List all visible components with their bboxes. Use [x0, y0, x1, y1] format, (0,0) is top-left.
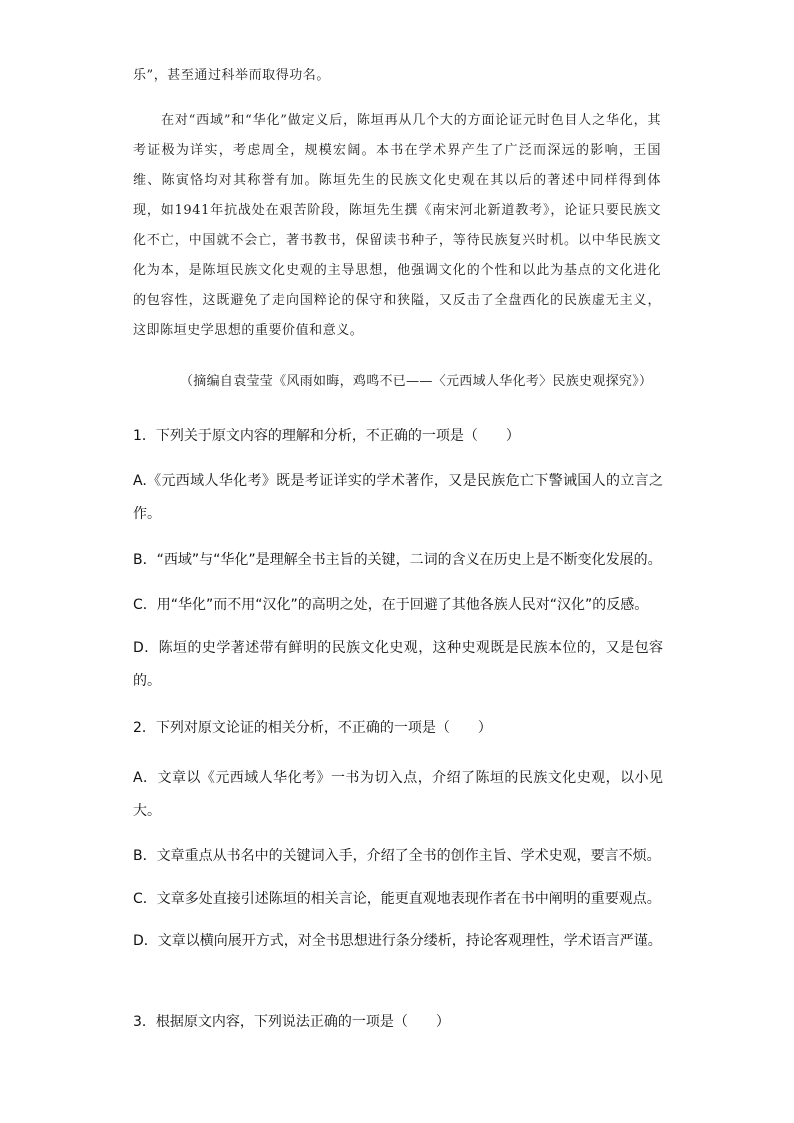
passage-continuation [133, 61, 661, 91]
question-1-option-b [133, 544, 663, 577]
option-text: D．文章以横向展开方式，对全书思想进行条分缕析，持论客观理性，学术语言严谨。 [133, 933, 662, 949]
option-text: D．陈垣的史学著述带有鲜明的民族文化史观，这种史观既是民族本位的，又是包容的。 [133, 640, 663, 689]
question-2-option-b [133, 840, 663, 873]
option-text: A.《元西域人华化考》既是考证详实的学术著作，又是民族危亡下警诫国人的立言之作。 [133, 473, 663, 522]
question-stem: 2．下列对原文论证的相关分析，不正确的一项是（ ） [133, 720, 492, 736]
question-2-option-c [133, 883, 663, 916]
passage-line-first: 乐”，甚至通过科举而取得功名。 [133, 68, 330, 83]
question-3-stem [133, 1006, 663, 1039]
passage-main [133, 106, 661, 346]
question-stem: 3．根据原文内容，下列说法正确的一项是（ ） [133, 1014, 450, 1030]
question-2-stem [133, 712, 663, 745]
question-1-option-a [133, 465, 663, 531]
question-stem: 1．下列关于原文内容的理解和分析，不正确的一项是（ ） [133, 428, 520, 444]
option-text: A．文章以《元西域人华化考》一书为切入点，介绍了陈垣的民族文化史观，以小见大。 [133, 770, 663, 819]
option-text: C．文章多处直接引述陈垣的相关言论，能更直观地表现作者在书中阐明的重要观点。 [133, 891, 661, 907]
question-2-option-d [133, 925, 663, 958]
passage-paragraph: 在对“西域”和“华化”做定义后，陈垣再从几个大的方面论证元时色目人之华化，其考证极为详实，考虑周全，规模宏阔。本书在学术界产生了广泛而深远的影响，王国维、陈寅恪均对其称誉有加。陈垣先生的民族文化史观在其以后的著述中同样得到体现，如1941年抗战处在艰苦阶段，陈垣先生撰《南宋河北新道教考》，论证只要民族文化不亡，中国就不会亡，著书教书，保留读书种子，等待民族复兴时机。以中华民族文化为本，是陈垣民族文化史观的主导思想，他强调文化的个性和以此为基点的文化进化的包容性，这既避免了走向国粹论的保守和狭隘，又反击了全盘西化的民族虚无主义，这即陈垣史学思想的重要价值和意义。 [133, 113, 661, 338]
option-text: C．用“华化”而不用“汉化”的高明之处，在于回避了其他各族人民对“汉化”的反感。 [133, 597, 649, 613]
option-text: B．“西域”与“华化”是理解全书主旨的关键，二词的含义在历史上是不断变化发展的。 [133, 552, 662, 568]
question-1-option-d [133, 632, 663, 698]
question-1-option-c [133, 589, 663, 622]
option-text: B．文章重点从书名中的关键词入手，介绍了全书的创作主旨、学术史观，要言不烦。 [133, 848, 661, 864]
question-2-option-a [133, 762, 663, 828]
passage-source-citation: （摘编自袁莹莹《风雨如晦，鸡鸣不已——〈元西域人华化考〉民族史观探究》） [180, 374, 653, 389]
question-1-stem [133, 420, 663, 453]
